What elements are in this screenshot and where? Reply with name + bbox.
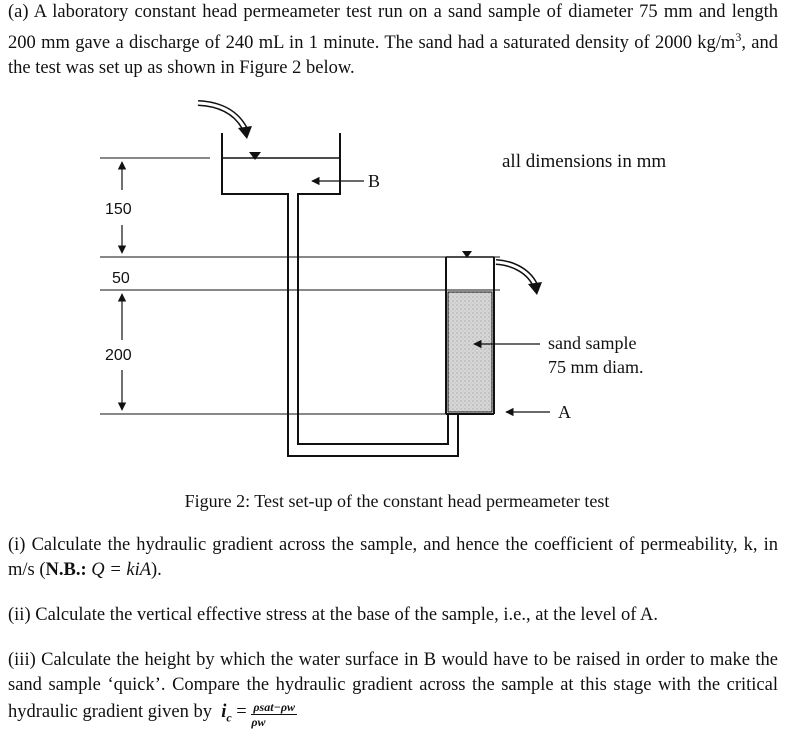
fraction-numerator: ρsat−ρw xyxy=(253,700,296,714)
intro-text: (a) A laboratory constant head permeameter test run on a sand sample of diameter 75 mm and length 200 mm gave a discharge of 240 mL in 1 minute. The sand had a saturated density of 2000 kg/m xyxy=(8,2,778,54)
question-i-nb: N.B.: xyxy=(45,560,87,580)
ic-symbol: i xyxy=(221,701,227,722)
intro-paragraph xyxy=(8,0,778,81)
dim-200-label: 200 xyxy=(105,347,132,364)
sample-label-line2: 75 mm diam. xyxy=(548,357,644,377)
question-i-text: (i) Calculate the hydraulic gradient across the sample, and hence the coefficient of permeability, k, in m/s ( xyxy=(8,535,778,580)
fraction-denominator: ρw xyxy=(251,715,266,729)
dim-150-label: 150 xyxy=(105,201,132,218)
inflow-arrowhead xyxy=(238,126,252,139)
outflow-arrowhead xyxy=(528,282,542,295)
question-i-close: ). xyxy=(151,560,162,580)
question-i-formula: Q = kiA xyxy=(91,560,152,580)
dim-50-label: 50 xyxy=(112,270,130,287)
figure-caption: Figure 2: Test set-up of the constant head permeameter test xyxy=(184,491,610,511)
critical-gradient-fraction xyxy=(251,700,297,729)
ic-subscript: c xyxy=(226,710,232,725)
water-level-marker-b xyxy=(249,152,261,160)
question-iii xyxy=(8,648,778,730)
label-a: A xyxy=(558,402,571,422)
equals-sign: = xyxy=(236,701,247,722)
question-iii-text: (iii) Calculate the height by which the water surface in B would have to be raised in order to make the sand sample ‘quick’. Compare the hydraulic gradient across the sample at this stage with the critical hydraulic gradient given by xyxy=(8,650,778,722)
label-b: B xyxy=(368,171,381,191)
permeameter-figure xyxy=(0,88,794,488)
sand-sample xyxy=(448,292,492,412)
question-ii xyxy=(8,603,778,628)
intro-suffix: , and the test was set up as shown in Figure 2 below. xyxy=(8,33,778,79)
dimensions-note: all dimensions in mm xyxy=(502,151,667,172)
intro-superscript: 3 xyxy=(735,30,742,44)
question-ii-text: (ii) Calculate the vertical effective stress at the base of the sample, i.e., at the level of A. xyxy=(8,605,658,625)
sample-label-line1: sand sample xyxy=(548,333,637,353)
question-i xyxy=(8,533,778,583)
